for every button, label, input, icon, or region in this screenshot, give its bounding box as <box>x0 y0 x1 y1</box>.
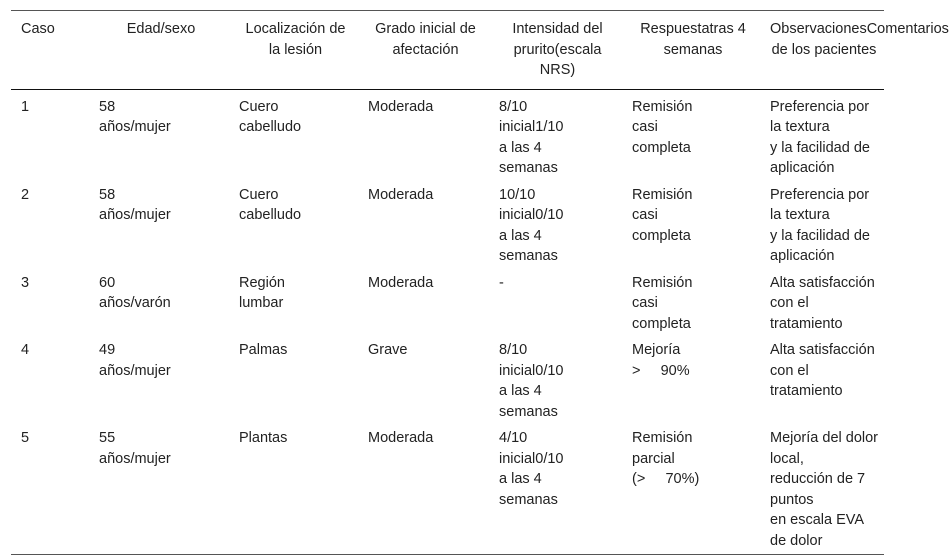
cell-line: inicial0/10 <box>499 450 564 467</box>
cell-grado-inicial: Moderada <box>368 186 434 203</box>
cell-line: aplicación <box>770 160 835 176</box>
table-row <box>11 182 884 270</box>
cell-observaciones <box>760 270 884 338</box>
header-intensidad-prurito: Intensidad del prurito(escala NRS) <box>512 21 603 78</box>
cell-grado-inicial: Moderada <box>368 430 434 446</box>
cell-observaciones <box>760 337 884 425</box>
cell-line: semanas <box>499 491 558 508</box>
cell-observaciones <box>760 182 884 270</box>
cell-caso: 2 <box>21 186 30 203</box>
cell-line: completa <box>632 315 691 332</box>
cell-intensidad-prurito <box>489 425 622 555</box>
cell-intensidad-prurito <box>489 182 622 270</box>
cell-line: 58 <box>99 98 116 115</box>
cell-line: a las 4 <box>499 227 542 244</box>
cell-line: años/mujer <box>99 119 171 135</box>
header-localizacion: Localización de la lesión <box>245 21 346 58</box>
cell-line: cabelludo <box>239 207 302 223</box>
cell-line: Remisión <box>632 274 693 291</box>
cell-line: Alta satisfacción con el <box>770 274 875 311</box>
cell-localizacion <box>229 89 358 182</box>
cell-line: 49 <box>99 342 116 358</box>
cell-caso: 3 <box>21 274 30 291</box>
header-respuesta: Respuestatras 4 semanas <box>640 21 746 58</box>
cell-line: 4/10 <box>499 430 528 446</box>
cell-edad-sexo <box>89 182 229 270</box>
cell-edad-sexo <box>89 425 229 555</box>
table-body <box>11 89 884 555</box>
cell-observaciones <box>760 89 884 182</box>
cell-line: tratamiento <box>770 383 843 399</box>
cell-caso: 5 <box>21 430 30 446</box>
cell-line: Región <box>239 274 285 291</box>
cell-line: semanas <box>499 248 558 264</box>
cell-line: inicial0/10 <box>499 207 564 223</box>
cell-line: años/mujer <box>99 207 171 223</box>
cell-line: Plantas <box>239 430 288 446</box>
cell-edad-sexo <box>89 89 229 182</box>
cell-line: Preferencia por la textura <box>770 186 870 223</box>
cell-respuesta <box>622 89 760 182</box>
cell-respuesta <box>622 182 760 270</box>
cell-grado-inicial: Moderada <box>368 274 434 291</box>
cell-line: casi <box>632 295 658 311</box>
cell-line: y la facilidad de <box>770 227 870 244</box>
cell-localizacion <box>229 425 358 555</box>
table-row <box>11 425 884 555</box>
cell-line: y la facilidad de <box>770 139 870 156</box>
cell-grado-inicial: Moderada <box>368 98 434 115</box>
cell-line: 10/10 <box>499 186 536 203</box>
cell-line: Palmas <box>239 342 288 358</box>
cell-observaciones <box>760 425 884 555</box>
cell-line: casi <box>632 207 658 223</box>
cell-line: a las 4 <box>499 139 542 156</box>
cell-line: semanas <box>499 403 558 420</box>
cell-line: parcial <box>632 450 675 467</box>
cell-line: a las 4 <box>499 471 542 487</box>
results-table-container <box>11 10 949 555</box>
results-table <box>11 10 949 555</box>
cell-edad-sexo <box>89 337 229 425</box>
cell-line: semanas <box>499 160 558 176</box>
cell-localizacion <box>229 337 358 425</box>
cell-line: Cuero <box>239 98 279 115</box>
header-grado-inicial: Grado inicial de afectación <box>375 21 476 58</box>
table-row <box>11 337 884 425</box>
cell-line: completa <box>632 227 691 244</box>
cell-line: años/varón <box>99 295 171 311</box>
table-header <box>11 11 949 90</box>
cell-respuesta <box>622 270 760 338</box>
cell-line: - <box>499 274 504 291</box>
header-observaciones: ObservacionesComentarios de los pacientes <box>770 21 949 58</box>
cell-line: 60 <box>99 274 116 291</box>
cell-line: años/mujer <box>99 450 171 467</box>
cell-respuesta <box>622 425 760 555</box>
header-row <box>11 11 884 90</box>
cell-line: Alta satisfacción con el <box>770 342 875 379</box>
cell-respuesta <box>622 337 760 425</box>
cell-localizacion <box>229 270 358 338</box>
cell-line: inicial0/10 <box>499 362 564 379</box>
cell-line: en escala EVA de dolor <box>770 512 864 549</box>
cell-intensidad-prurito <box>489 337 622 425</box>
cell-line: inicial1/10 <box>499 119 564 135</box>
cell-line: completa <box>632 139 691 156</box>
cell-caso: 1 <box>21 98 30 115</box>
cell-line: Cuero <box>239 186 279 203</box>
cell-line: > 90% <box>632 362 690 379</box>
cell-line: cabelludo <box>239 119 302 135</box>
header-edad-sexo: Edad/sexo <box>126 21 196 37</box>
cell-line: reducción de 7 puntos <box>770 471 866 508</box>
cell-intensidad-prurito <box>489 270 622 338</box>
cell-caso: 4 <box>21 342 30 358</box>
cell-line: tratamiento <box>770 315 843 332</box>
cell-line: 8/10 <box>499 98 528 115</box>
cell-line: lumbar <box>239 295 284 311</box>
cell-grado-inicial: Grave <box>368 342 408 358</box>
cell-line: años/mujer <box>99 362 171 379</box>
cell-localizacion <box>229 182 358 270</box>
cell-line: Mejoría del dolor local, <box>770 430 878 467</box>
cell-line: a las 4 <box>499 383 542 399</box>
cell-line: casi <box>632 119 658 135</box>
cell-line: (> 70%) <box>632 471 700 487</box>
table-row <box>11 270 884 338</box>
cell-line: aplicación <box>770 248 835 264</box>
cell-edad-sexo <box>89 270 229 338</box>
cell-intensidad-prurito <box>489 89 622 182</box>
cell-line: Mejoría <box>632 342 681 358</box>
table-row <box>11 89 884 182</box>
cell-line: Remisión <box>632 430 693 446</box>
cell-line: Remisión <box>632 186 693 203</box>
cell-line: Remisión <box>632 98 693 115</box>
cell-line: 8/10 <box>499 342 528 358</box>
cell-line: 55 <box>99 430 116 446</box>
cell-line: 58 <box>99 186 116 203</box>
header-caso: Caso <box>21 21 55 37</box>
cell-line: Preferencia por la textura <box>770 98 870 135</box>
